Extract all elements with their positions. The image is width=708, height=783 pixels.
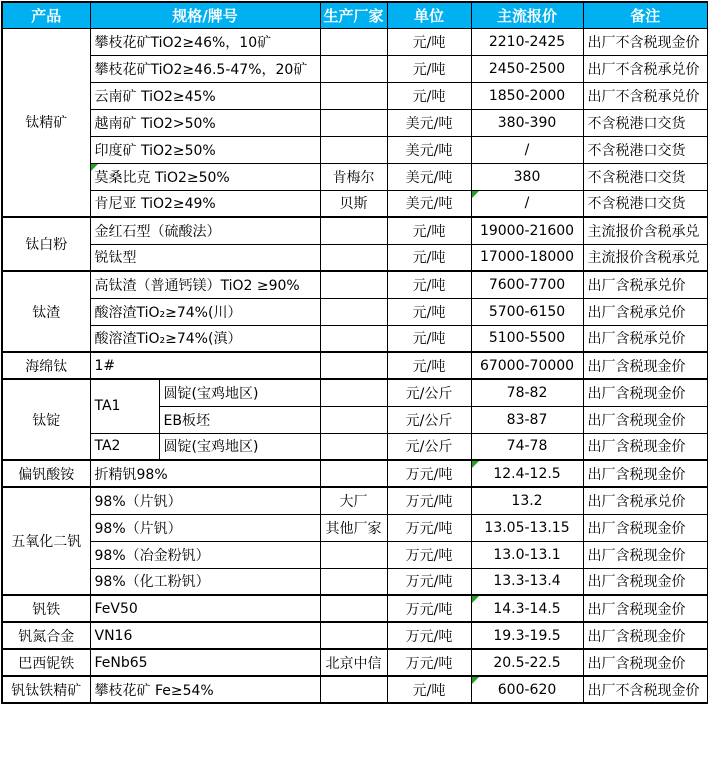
- unit-cell: 元/吨: [387, 28, 471, 55]
- producer-cell: [320, 379, 387, 406]
- table-row: [2, 568, 708, 595]
- note-cell: 出厂不含税承兑价: [583, 55, 708, 82]
- unit-cell: 万元/吨: [387, 541, 471, 568]
- note-cell: 出厂不含税承兑价: [583, 82, 708, 109]
- unit-cell: 万元/吨: [387, 595, 471, 622]
- product-group-brazil-ferroniobium: 巴西铌铁: [2, 649, 90, 676]
- note-cell: 出厂含税现金价: [583, 514, 708, 541]
- product-group-ti-ingot: 钛锭: [2, 379, 90, 460]
- table-row: [2, 109, 708, 136]
- note-cell: 不含税港口交货: [583, 109, 708, 136]
- spec-cell: 云南矿 TiO2≥45%: [90, 82, 320, 109]
- col-header-producer: 生产厂家: [320, 2, 387, 28]
- table-row: [2, 649, 708, 676]
- producer-cell: [320, 82, 387, 109]
- price-cell: 7600-7700: [471, 271, 583, 298]
- spec-cell: 折精钒98%: [90, 460, 320, 487]
- producer-cell: 其他厂家: [320, 514, 387, 541]
- price-cell: 19000-21600: [471, 217, 583, 244]
- col-header-product: 产品: [2, 2, 90, 28]
- spec-cell: [90, 163, 320, 190]
- producer-cell: [320, 352, 387, 379]
- product-group-ammonium-metavanadate: 偏钒酸铵: [2, 460, 90, 487]
- price-text: 12.4-12.5: [493, 465, 561, 482]
- note-cell: 出厂含税现金价: [583, 406, 708, 433]
- col-header-spec: 规格/牌号: [90, 2, 320, 28]
- unit-cell: 元/公斤: [387, 379, 471, 406]
- table-row: [2, 541, 708, 568]
- unit-cell: 美元/吨: [387, 163, 471, 190]
- table-row: [2, 28, 708, 55]
- price-cell: 20.5-22.5: [471, 649, 583, 676]
- comment-flag-icon: [472, 596, 479, 603]
- price-cell: 1850-2000: [471, 82, 583, 109]
- price-cell: 67000-70000: [471, 352, 583, 379]
- table-row: [2, 244, 708, 271]
- product-group-ti-dioxide: 钛白粉: [2, 217, 90, 271]
- price-cell: 5700-6150: [471, 298, 583, 325]
- unit-cell: 元/公斤: [387, 433, 471, 460]
- producer-cell: [320, 622, 387, 649]
- unit-cell: 万元/吨: [387, 649, 471, 676]
- table-row: [2, 271, 708, 298]
- producer-cell: [320, 28, 387, 55]
- producer-cell: [320, 271, 387, 298]
- spec-cell: 锐钛型: [90, 244, 320, 271]
- price-cell: 2450-2500: [471, 55, 583, 82]
- table-row: [2, 487, 708, 514]
- spec-cell: 98%（冶金粉钒）: [90, 541, 320, 568]
- spec-cell: 印度矿 TiO2≥50%: [90, 136, 320, 163]
- unit-cell: 万元/吨: [387, 622, 471, 649]
- producer-cell: [320, 460, 387, 487]
- table-row: [2, 433, 708, 460]
- price-cell: 5100-5500: [471, 325, 583, 352]
- spec-cell: 高钛渣（普通钙镁）TiO2 ≥90%: [90, 271, 320, 298]
- price-cell: 13.2: [471, 487, 583, 514]
- unit-cell: 万元/吨: [387, 568, 471, 595]
- header-row: [2, 2, 708, 28]
- spec-cell: 攀枝花矿 Fe≥54%: [90, 676, 320, 703]
- producer-cell: [320, 541, 387, 568]
- product-group-ti-sponge: 海绵钛: [2, 352, 90, 379]
- unit-cell: 元/吨: [387, 271, 471, 298]
- note-cell: 出厂含税现金价: [583, 541, 708, 568]
- note-cell: 出厂含税现金价: [583, 433, 708, 460]
- producer-cell: [320, 433, 387, 460]
- price-cell: 13.05-13.15: [471, 514, 583, 541]
- note-cell: 不含税港口交货: [583, 136, 708, 163]
- unit-cell: 元/吨: [387, 298, 471, 325]
- spec-cell: FeNb65: [90, 649, 320, 676]
- note-cell: 出厂含税现金价: [583, 352, 708, 379]
- product-group-ferrovanadium: 钒铁: [2, 595, 90, 622]
- price-cell: 83-87: [471, 406, 583, 433]
- unit-cell: 美元/吨: [387, 136, 471, 163]
- table-row: [2, 595, 708, 622]
- product-group-vanadium-pentoxide: 五氧化二钒: [2, 487, 90, 595]
- note-cell: 主流报价含税承兑: [583, 217, 708, 244]
- col-header-price: 主流报价: [471, 2, 583, 28]
- table-row: [2, 676, 708, 703]
- price-cell: [471, 460, 583, 487]
- unit-cell: 美元/吨: [387, 109, 471, 136]
- spec-text: 莫桑比克 TiO2≥50%: [94, 169, 230, 186]
- unit-cell: 元/公斤: [387, 406, 471, 433]
- note-cell: 出厂不含税现金价: [583, 676, 708, 703]
- producer-cell: [320, 109, 387, 136]
- unit-cell: 元/吨: [387, 217, 471, 244]
- spec-cell: 圆锭(宝鸡地区): [159, 433, 320, 460]
- comment-flag-icon: [472, 677, 479, 684]
- spec-cell: 肯尼亚 TiO2≥49%: [90, 190, 320, 217]
- price-cell: 380-390: [471, 109, 583, 136]
- note-cell: 不含税港口交货: [583, 190, 708, 217]
- table-row: [2, 82, 708, 109]
- col-header-note: 备注: [583, 2, 708, 28]
- note-cell: 出厂含税现金价: [583, 568, 708, 595]
- producer-cell: [320, 325, 387, 352]
- spec-cell: 攀枝花矿TiO2≥46.5-47%，20矿: [90, 55, 320, 82]
- product-group-vanadium-nitrogen-alloy: 钒氮合金: [2, 622, 90, 649]
- producer-cell: 北京中信: [320, 649, 387, 676]
- note-cell: 出厂含税现金价: [583, 649, 708, 676]
- producer-cell: [320, 244, 387, 271]
- unit-cell: 万元/吨: [387, 487, 471, 514]
- price-cell: 2210-2425: [471, 28, 583, 55]
- price-cell: 19.3-19.5: [471, 622, 583, 649]
- price-table: [1, 1, 708, 704]
- note-cell: 出厂含税现金价: [583, 622, 708, 649]
- note-cell: 不含税港口交货: [583, 163, 708, 190]
- producer-cell: [320, 406, 387, 433]
- producer-cell: [320, 217, 387, 244]
- note-cell: 出厂不含税现金价: [583, 28, 708, 55]
- spec-cell: 98%（化工粉钒）: [90, 568, 320, 595]
- spec-cell: FeV50: [90, 595, 320, 622]
- spec-cell: VN16: [90, 622, 320, 649]
- table-row: [2, 460, 708, 487]
- price-cell: [471, 190, 583, 217]
- table-row: [2, 325, 708, 352]
- table-row: [2, 163, 708, 190]
- table-row: [2, 622, 708, 649]
- table-row: [2, 55, 708, 82]
- producer-cell: [320, 676, 387, 703]
- table-row: [2, 379, 708, 406]
- producer-cell: [320, 298, 387, 325]
- price-text: /: [524, 195, 530, 212]
- producer-cell: 贝斯: [320, 190, 387, 217]
- price-text: 14.3-14.5: [493, 600, 561, 617]
- unit-cell: 元/吨: [387, 55, 471, 82]
- note-cell: 出厂含税现金价: [583, 595, 708, 622]
- producer-cell: [320, 595, 387, 622]
- unit-cell: 万元/吨: [387, 514, 471, 541]
- product-group-vti-iron-concentrate: 钒钛铁精矿: [2, 676, 90, 703]
- producer-cell: [320, 568, 387, 595]
- spec-cell: EB板坯: [159, 406, 320, 433]
- table-row: [2, 514, 708, 541]
- unit-cell: 万元/吨: [387, 460, 471, 487]
- price-cell: 78-82: [471, 379, 583, 406]
- price-cell: 380: [471, 163, 583, 190]
- spec-cell: 越南矿 TiO2>50%: [90, 109, 320, 136]
- note-cell: 主流报价含税承兑: [583, 244, 708, 271]
- unit-cell: 元/吨: [387, 244, 471, 271]
- comment-flag-icon: [472, 461, 479, 468]
- spec-cell: 1#: [90, 352, 320, 379]
- unit-cell: 元/吨: [387, 352, 471, 379]
- product-group-ti-concentrate: 钛精矿: [2, 28, 90, 217]
- spec-cell: 酸溶渣TiO₂≥74%(滇）: [90, 325, 320, 352]
- note-cell: 出厂含税承兑价: [583, 298, 708, 325]
- price-cell: 13.0-13.1: [471, 541, 583, 568]
- note-cell: 出厂含税承兑价: [583, 325, 708, 352]
- comment-flag-icon: [472, 191, 479, 198]
- grade-cell: TA1: [90, 379, 159, 433]
- price-cell: [471, 595, 583, 622]
- note-cell: 出厂含税承兑价: [583, 271, 708, 298]
- price-cell: 13.3-13.4: [471, 568, 583, 595]
- note-cell: 出厂含税承兑价: [583, 487, 708, 514]
- price-cell: [471, 676, 583, 703]
- table-row: [2, 352, 708, 379]
- spec-cell: 酸溶渣TiO₂≥74%(川）: [90, 298, 320, 325]
- unit-cell: 元/吨: [387, 676, 471, 703]
- col-header-unit: 单位: [387, 2, 471, 28]
- unit-cell: 元/吨: [387, 325, 471, 352]
- table-row: [2, 298, 708, 325]
- producer-cell: 肯梅尔: [320, 163, 387, 190]
- product-group-ti-slag: 钛渣: [2, 271, 90, 352]
- table-row: [2, 136, 708, 163]
- spec-cell: 攀枝花矿TiO2≥46%，10矿: [90, 28, 320, 55]
- grade-cell: TA2: [90, 433, 159, 460]
- price-cell: 74-78: [471, 433, 583, 460]
- spec-cell: 98%（片钒）: [90, 514, 320, 541]
- producer-cell: [320, 55, 387, 82]
- price-cell: /: [471, 136, 583, 163]
- spec-cell: 圆锭(宝鸡地区): [159, 379, 320, 406]
- price-cell: 17000-18000: [471, 244, 583, 271]
- producer-cell: [320, 136, 387, 163]
- comment-flag-icon: [91, 164, 98, 171]
- note-cell: 出厂含税现金价: [583, 379, 708, 406]
- price-text: 600-620: [497, 681, 557, 698]
- table-row: [2, 190, 708, 217]
- table-row: [2, 217, 708, 244]
- producer-cell: 大厂: [320, 487, 387, 514]
- spec-cell: 金红石型（硫酸法）: [90, 217, 320, 244]
- note-cell: 出厂含税现金价: [583, 460, 708, 487]
- unit-cell: 美元/吨: [387, 190, 471, 217]
- unit-cell: 元/吨: [387, 82, 471, 109]
- spec-cell: 98%（片钒）: [90, 487, 320, 514]
